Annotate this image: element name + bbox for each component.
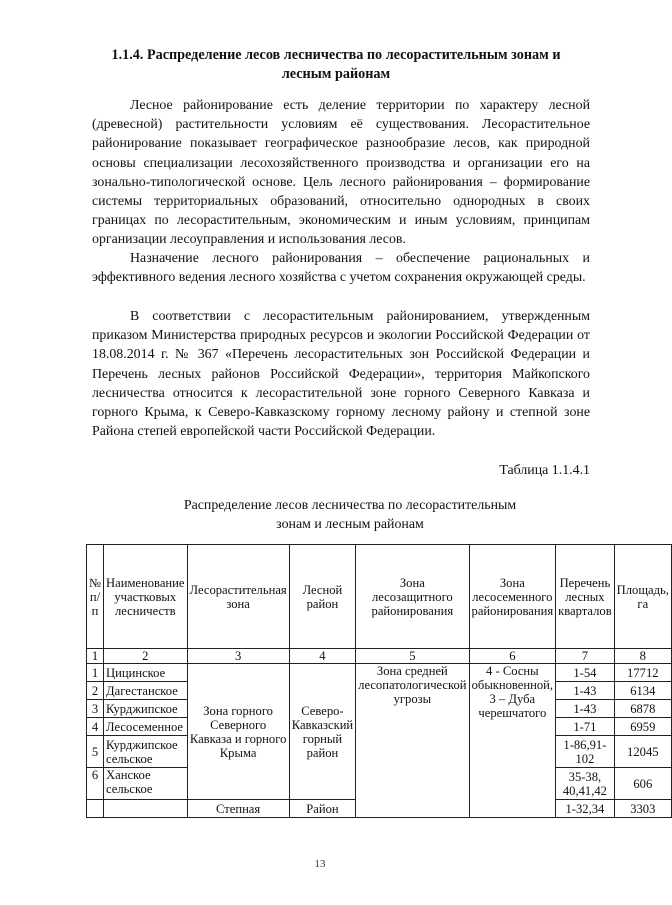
column-number: 7 <box>556 649 615 664</box>
zone-cell: Степная <box>187 800 289 818</box>
area-cell: 6134 <box>614 682 671 700</box>
row-number: 5 <box>87 736 104 768</box>
forestry-name: Курджипское сельское <box>104 736 187 768</box>
header-cell: Лесной район <box>289 545 355 649</box>
header-cell: Зона лесозащитного районирования <box>356 545 469 649</box>
zone-cell: Зона горного Северного Кавказа и горного Крыма <box>187 664 289 800</box>
quarters-cell: 1-43 <box>556 682 615 700</box>
area-cell: 606 <box>614 768 671 800</box>
header-cell: Площадь, га <box>614 545 671 649</box>
page-number: 13 <box>314 858 326 870</box>
column-number: 4 <box>289 649 355 664</box>
quarters-cell: 1-43 <box>556 700 615 718</box>
column-number: 5 <box>356 649 469 664</box>
area-cell: 17712 <box>614 664 671 682</box>
header-cell: Лесорастительная зона <box>187 545 289 649</box>
column-number: 6 <box>469 649 556 664</box>
forestry-name: Цицинское <box>104 664 187 682</box>
area-cell: 6959 <box>614 718 671 736</box>
table-label: Таблица 1.1.4.1 <box>499 463 590 478</box>
column-number: 8 <box>614 649 671 664</box>
header-cell: Перечень лесных кварталов <box>556 545 615 649</box>
column-number: 1 <box>87 649 104 664</box>
area-cell: 6878 <box>614 700 671 718</box>
header-cell: № п/п <box>87 545 104 649</box>
area-cell: 12045 <box>614 736 671 768</box>
header-cell: Наименование участковых лесничеств <box>104 545 187 649</box>
column-number: 3 <box>187 649 289 664</box>
section-heading: 1.1.4. Распределение лесов лесничества по лесорастительным зонам и лесным районам <box>111 47 561 82</box>
empty-cell <box>104 800 187 818</box>
forest-distribution-table <box>86 544 672 818</box>
paragraph-3: В соответствии с лесорастительным районированием, утвержденным приказом Министерства природных ресурсов и экологии Российской Федерации от 18.08.2014 г. № 367 «Перечень лесорастительных зон Российской Федерации и Перечень лесных районов Российской Федерации», территория Майкопского лесничества относится к лесорастительной зоне горного Северного Кавказа и горного Крыма, к Северо-Кавказскому горному лесному району и степной зоне Района степей европейской части Российской Федерации. <box>92 309 590 440</box>
row-number: 2 <box>87 682 104 700</box>
lesosem-cell: 4 - Сосны обыкновенной, 3 – Дуба черешчатого <box>469 664 556 818</box>
table-row <box>87 664 672 682</box>
lesozashch-cell: Зона средней лесопатологической угрозы <box>356 664 469 818</box>
area-cell: 3303 <box>614 800 671 818</box>
empty-cell <box>87 800 104 818</box>
forestry-name: Лесосеменное <box>104 718 187 736</box>
paragraph-1: Лесное районирование есть деление территории по характеру лесной (древесной) растительности условиям её существования. Лесорастительное районирование показывает географическое разнообразие лесов, как природной основы специализации лесохозяйственного производства и организации его на зонально-типологической основе. Цель лесного районирования – формирование системы территориальных образований, относительно однородных в своих границах по лесорастительным, экономическим и иным условиям, принципам организации лесоуправления и использования лесов. <box>92 98 590 248</box>
column-number-row <box>87 649 672 664</box>
forestry-name: Курджипское <box>104 700 187 718</box>
quarters-cell: 35-38, 40,41,42 <box>556 768 615 800</box>
district-cell: Северо-Кавказский горный район <box>289 664 355 800</box>
district-cell: Район <box>289 800 355 818</box>
quarters-cell: 1-32,34 <box>556 800 615 818</box>
paragraph-2: Назначение лесного районирования – обеспечение рациональных и эффективного ведения лесного хозяйства с учетом сохранения окружающей среды. <box>92 251 590 286</box>
row-number: 4 <box>87 718 104 736</box>
header-cell: Зона лесосеменного районирования <box>469 545 556 649</box>
forestry-name: Ханское сельское <box>104 768 187 800</box>
row-number: 1 <box>87 664 104 682</box>
quarters-cell: 1-86,91-102 <box>556 736 615 768</box>
quarters-cell: 1-54 <box>556 664 615 682</box>
row-number: 6 <box>87 768 104 800</box>
forestry-name: Дагестанское <box>104 682 187 700</box>
table-caption-line2: зонам и лесным районам <box>276 517 424 532</box>
table-caption <box>150 496 550 534</box>
table-header-row <box>87 545 672 649</box>
quarters-cell: 1-71 <box>556 718 615 736</box>
table-caption-line1: Распределение лесов лесничества по лесорастительным <box>183 498 517 513</box>
row-number: 3 <box>87 700 104 718</box>
column-number: 2 <box>104 649 187 664</box>
